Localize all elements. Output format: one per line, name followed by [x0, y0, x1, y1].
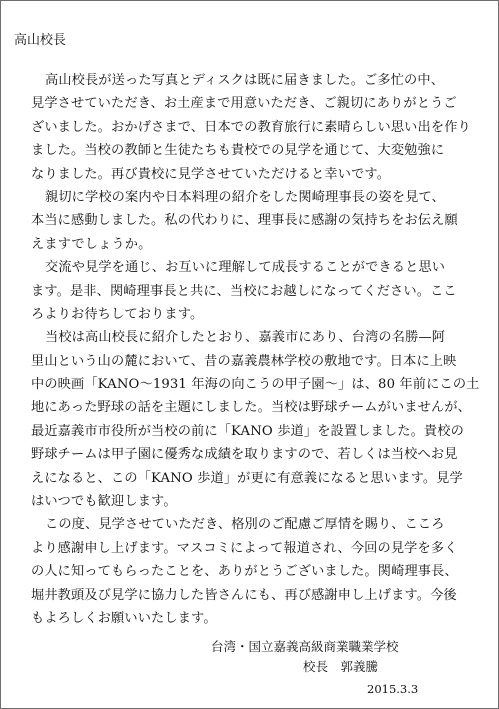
- paragraph-school-introduction: [31, 326, 483, 513]
- paragraph-thanks-for-photos: [31, 69, 483, 186]
- signature-block: [211, 637, 399, 677]
- text-line: 交流や見学を通じ、お互いに理解して成長することができると思い: [45, 260, 446, 276]
- salutation: 高山校長: [14, 33, 67, 48]
- school-name: 台湾・国立嘉義高級商業職業学校: [211, 639, 399, 654]
- text-line: 見学させていただき、お土産まで用意いただき、ご親切にありがとうご: [31, 96, 457, 112]
- text-line: 高山校長が送った写真とディスクは既に届きました。ご多忙の中、: [45, 73, 445, 88]
- text-line: もよろしくお願いいたします。: [31, 610, 217, 626]
- letter-body: [31, 69, 483, 630]
- text-line: 当校は高山校長に紹介したとおり、嘉義市にあり、台湾の名勝—阿: [45, 330, 446, 346]
- paragraph-invitation: [31, 256, 483, 326]
- paragraph-thanks-chairman: [31, 186, 483, 256]
- text-line: より感謝申し上げます。マスコミによって報道され、今回の見学を多く: [31, 540, 458, 556]
- text-line: 最近嘉義市市役所が当校の前に「KANO 歩道」を設置しました。貴校の: [31, 423, 464, 439]
- text-line: 中の映画「KANO〜1931 年海の向こうの甲子園〜」は、80 年前にこの土: [31, 377, 480, 393]
- text-line: 野球チームは甲子園に優秀な成績を取りますので、若しくは当校へお見: [31, 447, 458, 463]
- text-line: えますでしょうか。: [31, 236, 152, 252]
- text-line: はいつでも歓迎します。: [31, 494, 177, 510]
- text-line: 親切に学校の案内や日本料理の紹介をした関崎理事長の姿を見て、: [45, 189, 445, 205]
- text-line: 地にあった野球の話を主題にしました。当校は野球チームがいませんが、: [31, 400, 472, 416]
- text-line: この度、見学させていただき、格別のご配慮ご厚情を賜り、こころ: [45, 517, 445, 533]
- text-line: えになると、この「KANO 歩道」が更に有意義になると思います。見学: [31, 470, 463, 486]
- text-line: ざいました。おかげさまで、日本での教育旅行に素晴らしい思い出を作り: [31, 119, 471, 135]
- text-line: なりました。再び貴校に見学させていただけると幸いです。: [31, 166, 391, 182]
- paragraph-closing-thanks: [31, 513, 483, 630]
- text-line: の人に知ってもらったことを、ありがとうございました。関崎理事長、: [31, 564, 458, 580]
- text-line: 堀井教頭及び見学に協力した皆さんにも、再び感謝申し上げます。今後: [31, 587, 457, 603]
- text-line: ます。是非、関崎理事長と共に、当校にお越しになってください。ここ: [31, 283, 457, 299]
- text-line: ました。当校の教師と生徒たちも貴校での見学を通じて、大変勉強に: [31, 143, 445, 159]
- principal-name: 校長 郭義騰: [303, 659, 379, 674]
- letter-date: 2015.3.3: [367, 682, 419, 696]
- text-line: ろよりお待ちしております。: [31, 306, 204, 322]
- text-line: 本当に感動しました。私の代わりに、理事長に感謝の気持ちをお伝え願: [31, 213, 458, 229]
- text-line: 里山という山の麓において、昔の嘉義農林学校の敷地です。日本に上映: [31, 353, 457, 369]
